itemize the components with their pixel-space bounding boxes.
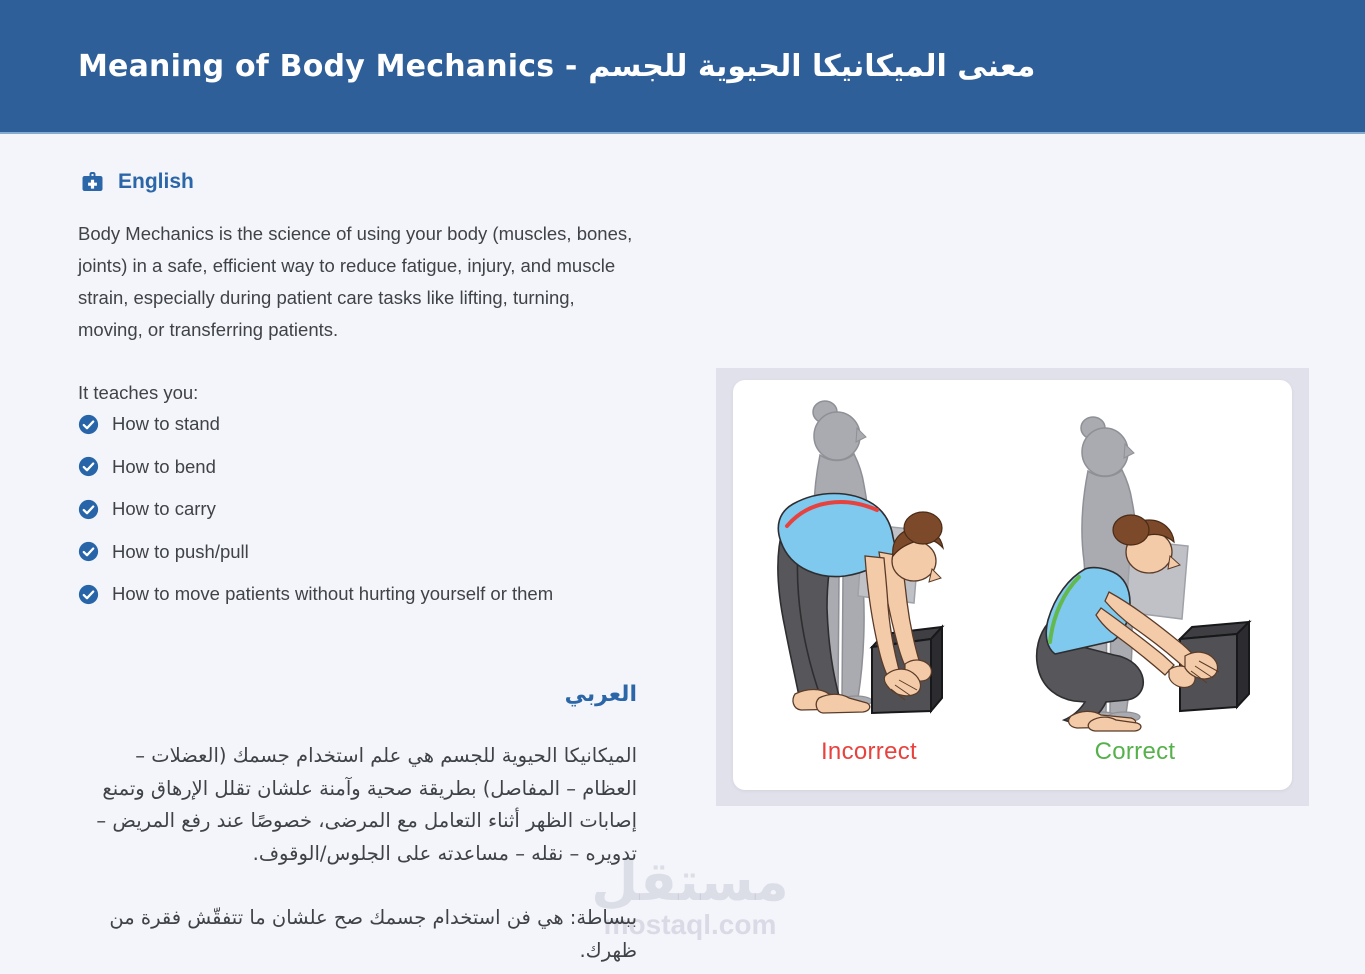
english-heading: English	[118, 170, 194, 193]
header-banner	[0, 0, 1365, 134]
correct-figure	[1037, 417, 1249, 731]
check-circle-icon	[78, 584, 99, 605]
incorrect-label: Incorrect	[820, 738, 918, 765]
arabic-summary: ببساطة: هي فن استخدام جسمك صح علشان ما تتفقّش فقرة من ظهرك.	[109, 906, 637, 962]
illustration-panel	[716, 368, 1309, 806]
first-aid-kit-icon	[80, 170, 105, 194]
english-paragraph: Body Mechanics is the science of using your body (muscles, bones, joints) in a safe, efficient way to reduce fatigue, injury, and muscle strain, especially during patient care tasks like lifting, turning, moving, or transferring patients.	[78, 223, 633, 340]
list-item	[78, 541, 553, 563]
arabic-heading: العربي	[564, 682, 637, 707]
list-intro: It teaches you:	[78, 382, 199, 403]
correct-label: Correct	[1094, 738, 1176, 765]
list-item-label: How to carry	[112, 498, 216, 519]
watermark-logo: مستقل	[591, 850, 789, 913]
english-section-header	[80, 170, 194, 194]
list-item-label: How to stand	[112, 413, 220, 434]
check-circle-icon	[78, 456, 99, 477]
teaches-list	[78, 413, 553, 626]
list-item	[78, 583, 553, 605]
list-item-label: How to bend	[112, 455, 216, 477]
illustration-card	[733, 380, 1292, 790]
page-title: Meaning of Body Mechanics - معنى الميكانيكا الحيوية للجسم	[78, 48, 1036, 84]
list-item	[78, 498, 553, 520]
list-item	[78, 413, 553, 435]
list-item-label: How to push/pull	[112, 540, 249, 562]
watermark-domain: mostaql.com	[603, 909, 777, 940]
list-item	[78, 456, 553, 478]
check-circle-icon	[78, 541, 99, 562]
lifting-illustration	[733, 380, 1292, 790]
check-circle-icon	[78, 414, 99, 435]
check-circle-icon	[78, 499, 99, 520]
incorrect-figure	[778, 401, 943, 713]
list-item-label: How to move patients without hurting yourself or them	[112, 583, 554, 604]
arabic-paragraph: الميكانيكا الحيوية للجسم هي علم استخدام جسمك (العضلات – العظام – المفاصل) بطريقة صحية وآمنة علشان تقلل الإرهاق وتمنع إصابات الظهر أثناء التعامل مع المرضى، خصوصًا عند رفع المريض – تدويره – نقله – مساعدته على الجلوس/الوقوف.	[96, 744, 637, 865]
